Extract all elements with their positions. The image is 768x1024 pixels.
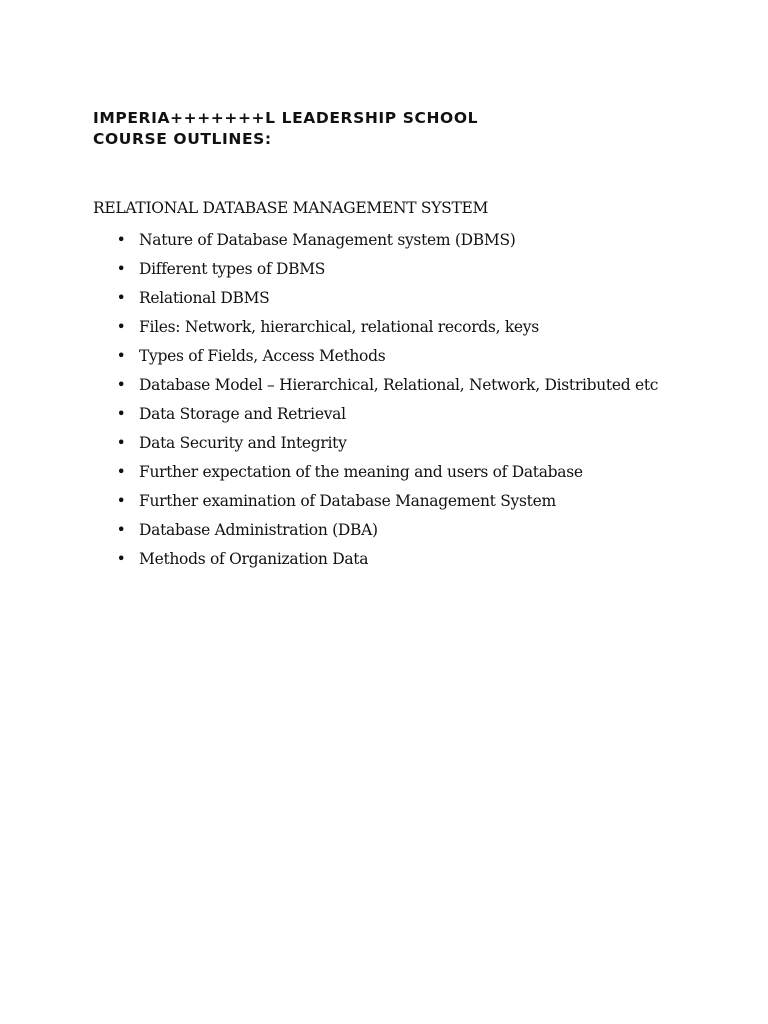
bullet-icon: •: [116, 318, 126, 336]
heading-course-outlines: COURSE OUTLINES:: [93, 130, 272, 148]
bullet-icon: •: [116, 289, 126, 307]
topic-text: Database Model – Hierarchical, Relational, Network, Distributed etc: [139, 376, 659, 394]
topic-text: Further examination of Database Management System: [139, 492, 556, 510]
topic-text: Further expectation of the meaning and users of Database: [139, 463, 583, 481]
topic-text: Data Storage and Retrieval: [139, 405, 346, 423]
bullet-icon: •: [116, 231, 126, 249]
topic-item: [116, 313, 676, 342]
topic-item: [116, 487, 676, 516]
topic-item: [116, 429, 676, 458]
topic-text: Data Security and Integrity: [139, 434, 347, 452]
topic-item: [116, 284, 676, 313]
heading-school-name: IMPERIA+++++++L LEADERSHIP SCHOOL: [93, 109, 479, 127]
topic-text: Methods of Organization Data: [139, 550, 369, 568]
topic-item: [116, 545, 676, 574]
bullet-icon: •: [116, 463, 126, 481]
topic-item: [116, 342, 676, 371]
topic-item: [116, 516, 676, 545]
bullet-icon: •: [116, 376, 126, 394]
topic-item: [116, 458, 676, 487]
bullet-icon: •: [116, 550, 126, 568]
topic-list: [116, 226, 676, 574]
bullet-icon: •: [116, 405, 126, 423]
topic-text: Database Administration (DBA): [139, 521, 378, 539]
topic-text: Files: Network, hierarchical, relational records, keys: [139, 318, 539, 336]
bullet-icon: •: [116, 260, 126, 278]
document-heading: [93, 108, 478, 150]
bullet-icon: •: [116, 347, 126, 365]
bullet-icon: •: [116, 521, 126, 539]
topic-item: [116, 400, 676, 429]
topic-item: [116, 255, 676, 284]
section-title: RELATIONAL DATABASE MANAGEMENT SYSTEM: [93, 199, 489, 217]
bullet-icon: •: [116, 434, 126, 452]
topic-item: [116, 226, 676, 255]
topic-text: Different types of DBMS: [139, 260, 326, 278]
topic-text: Relational DBMS: [139, 289, 270, 307]
topic-item: [116, 371, 676, 400]
bullet-icon: •: [116, 492, 126, 510]
topic-text: Nature of Database Management system (DBMS): [139, 231, 516, 249]
topic-text: Types of Fields, Access Methods: [139, 347, 386, 365]
